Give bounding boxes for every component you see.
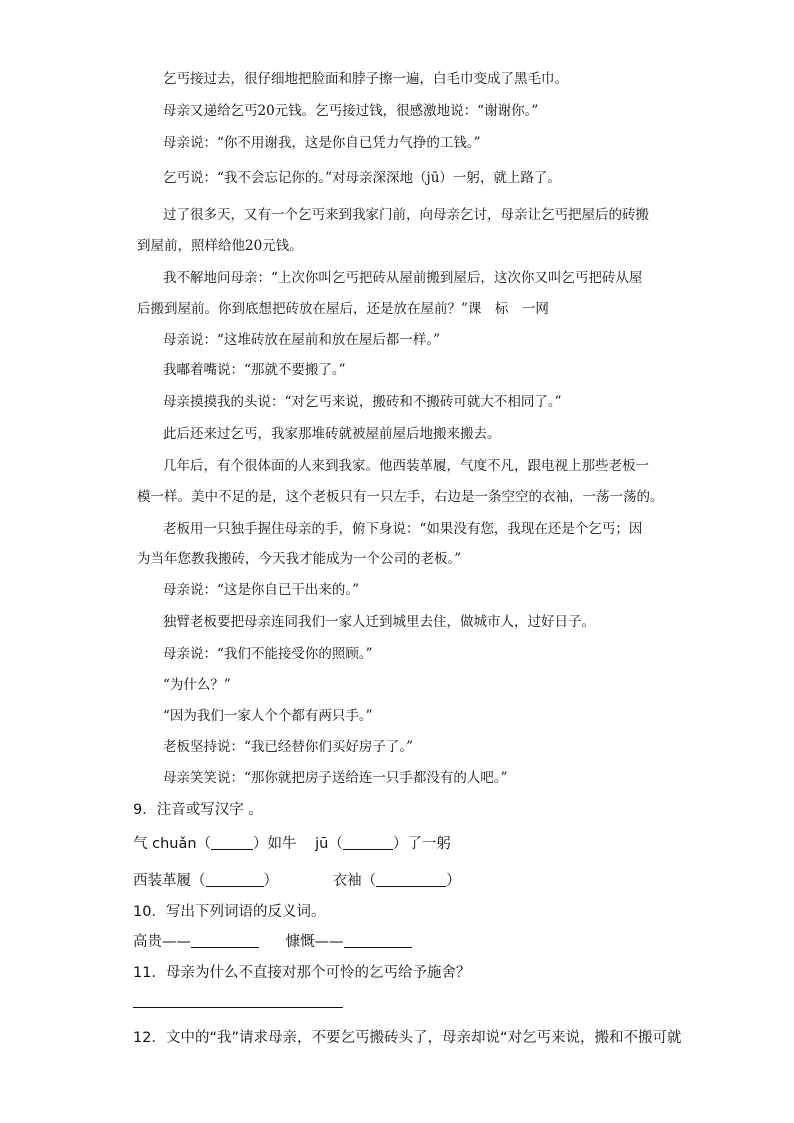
q9-prompt-yixiu: 衣袖（: [332, 873, 377, 889]
question-12-title: 12．文中的“我”请求母亲，不要乞丐搬砖头了，母亲却说“对乞丐来说，搬和不搬可就: [133, 1030, 682, 1046]
q9-prompt-yixiu-close: ）: [446, 873, 461, 889]
story-line: 母亲又递给乞丐20元钱。乞丐接过钱，很感激地说：“谢谢你。”: [163, 103, 539, 119]
q10-prompt-gaogui: 高贵——: [133, 934, 191, 950]
answer-blank-kangkai[interactable]: [344, 933, 412, 948]
story-line: 乞丐接过去，很仔细地把脸面和脖子擦一遍，白毛巾变成了黑毛巾。: [163, 71, 568, 87]
story-line: 为当年您教我搬砖，今天我才能成为一个公司的老板。”: [137, 551, 462, 567]
story-line: 老板用一只独手握住母亲的手，俯下身说：“如果没有您，我现在还是个乞丐；因: [163, 521, 643, 537]
story-line: 过了很多天，又有一个乞丐来到我家门前，向母亲乞讨，母亲让乞丐把屋后的砖搬: [163, 207, 649, 223]
question-9-row-1: [133, 832, 451, 853]
story-line: 此后还来过乞丐，我家那堆砖就被屋前屋后地搬来搬去。: [163, 426, 501, 442]
story-line: 母亲说：“这堆砖放在屋前和放在屋后都一样。”: [163, 332, 441, 348]
question-10-row: [133, 930, 412, 951]
story-line: 乞丐说：“我不会忘记你的。”对母亲深深地（jū）一躬，就上路了。: [163, 170, 561, 186]
story-line: 到屋前，照样给他20元钱。: [137, 238, 303, 254]
answer-line-q11[interactable]: [133, 1007, 343, 1008]
answer-blank-gaogui[interactable]: [191, 933, 259, 948]
q10-prompt-kangkai: 慷慨——: [285, 934, 344, 950]
story-line: “为什么？”: [163, 677, 231, 693]
q9-prompt-chuan: 气 chuǎn（: [133, 836, 212, 852]
question-10-title: 10．写出下列词语的反义词。: [133, 904, 326, 920]
story-line: 模一样。美中不足的是，这个老板只有一只左手，右边是一条空空的衣袖，一荡一荡的。: [137, 489, 664, 505]
q9-prompt-gelu: 西装革履（: [133, 873, 206, 889]
story-line: 独臂老板要把母亲连同我们一家人迁到城里去住，做城市人，过好日子。: [163, 614, 595, 630]
question-9-row-2: [133, 869, 461, 890]
story-line: 母亲说：“你不用谢我，这是你自已凭力气挣的工钱。”: [163, 135, 481, 151]
question-9-title: 9．注音或写汉字 。: [133, 802, 263, 818]
answer-blank-ju[interactable]: [343, 835, 393, 850]
answer-blank-chuan[interactable]: [211, 835, 253, 850]
answer-blank-gelu[interactable]: [206, 872, 264, 887]
story-line: 母亲说：“我们不能接受你的照顾。”: [163, 646, 373, 662]
q9-prompt-gelu-close: ）: [263, 873, 278, 889]
q9-prompt-ru-niu: ）如牛: [253, 836, 297, 852]
story-line: 几年后，有个很体面的人来到我家。他西装革履，气度不凡，跟电视上那些老板一: [163, 458, 649, 474]
story-line: 我不解地问母亲：“上次你叫乞丐把砖从屋前搬到屋后，这次你又叫乞丐把砖从屋: [163, 270, 643, 286]
answer-blank-yixiu[interactable]: [376, 872, 446, 887]
story-line: 母亲笑笑说：“那你就把房子送给连一只手都没有的人吧。”: [163, 770, 508, 786]
story-line: 我嘟着嘴说：“那就不要搬了。”: [163, 362, 346, 378]
q9-prompt-ju: jū（: [315, 836, 343, 852]
question-11-title: 11．母亲为什么不直接对那个可怜的乞丐给予施舍？: [133, 965, 471, 981]
q9-prompt-gong: ）了一躬: [392, 836, 451, 852]
story-line: 后搬到屋前。你到底想把砖放在屋后，还是放在屋前？”课 标 一网: [137, 301, 549, 317]
story-line: 老板坚持说：“我已经替你们买好房子了。”: [163, 739, 414, 755]
story-line: 母亲说：“这是你自已干出来的。”: [163, 582, 360, 598]
story-line: “因为我们一家人个个都有两只手。”: [163, 708, 373, 724]
story-line: 母亲摸摸我的头说：“对乞丐来说，搬砖和不搬砖可就大不相同了。”: [163, 394, 562, 410]
